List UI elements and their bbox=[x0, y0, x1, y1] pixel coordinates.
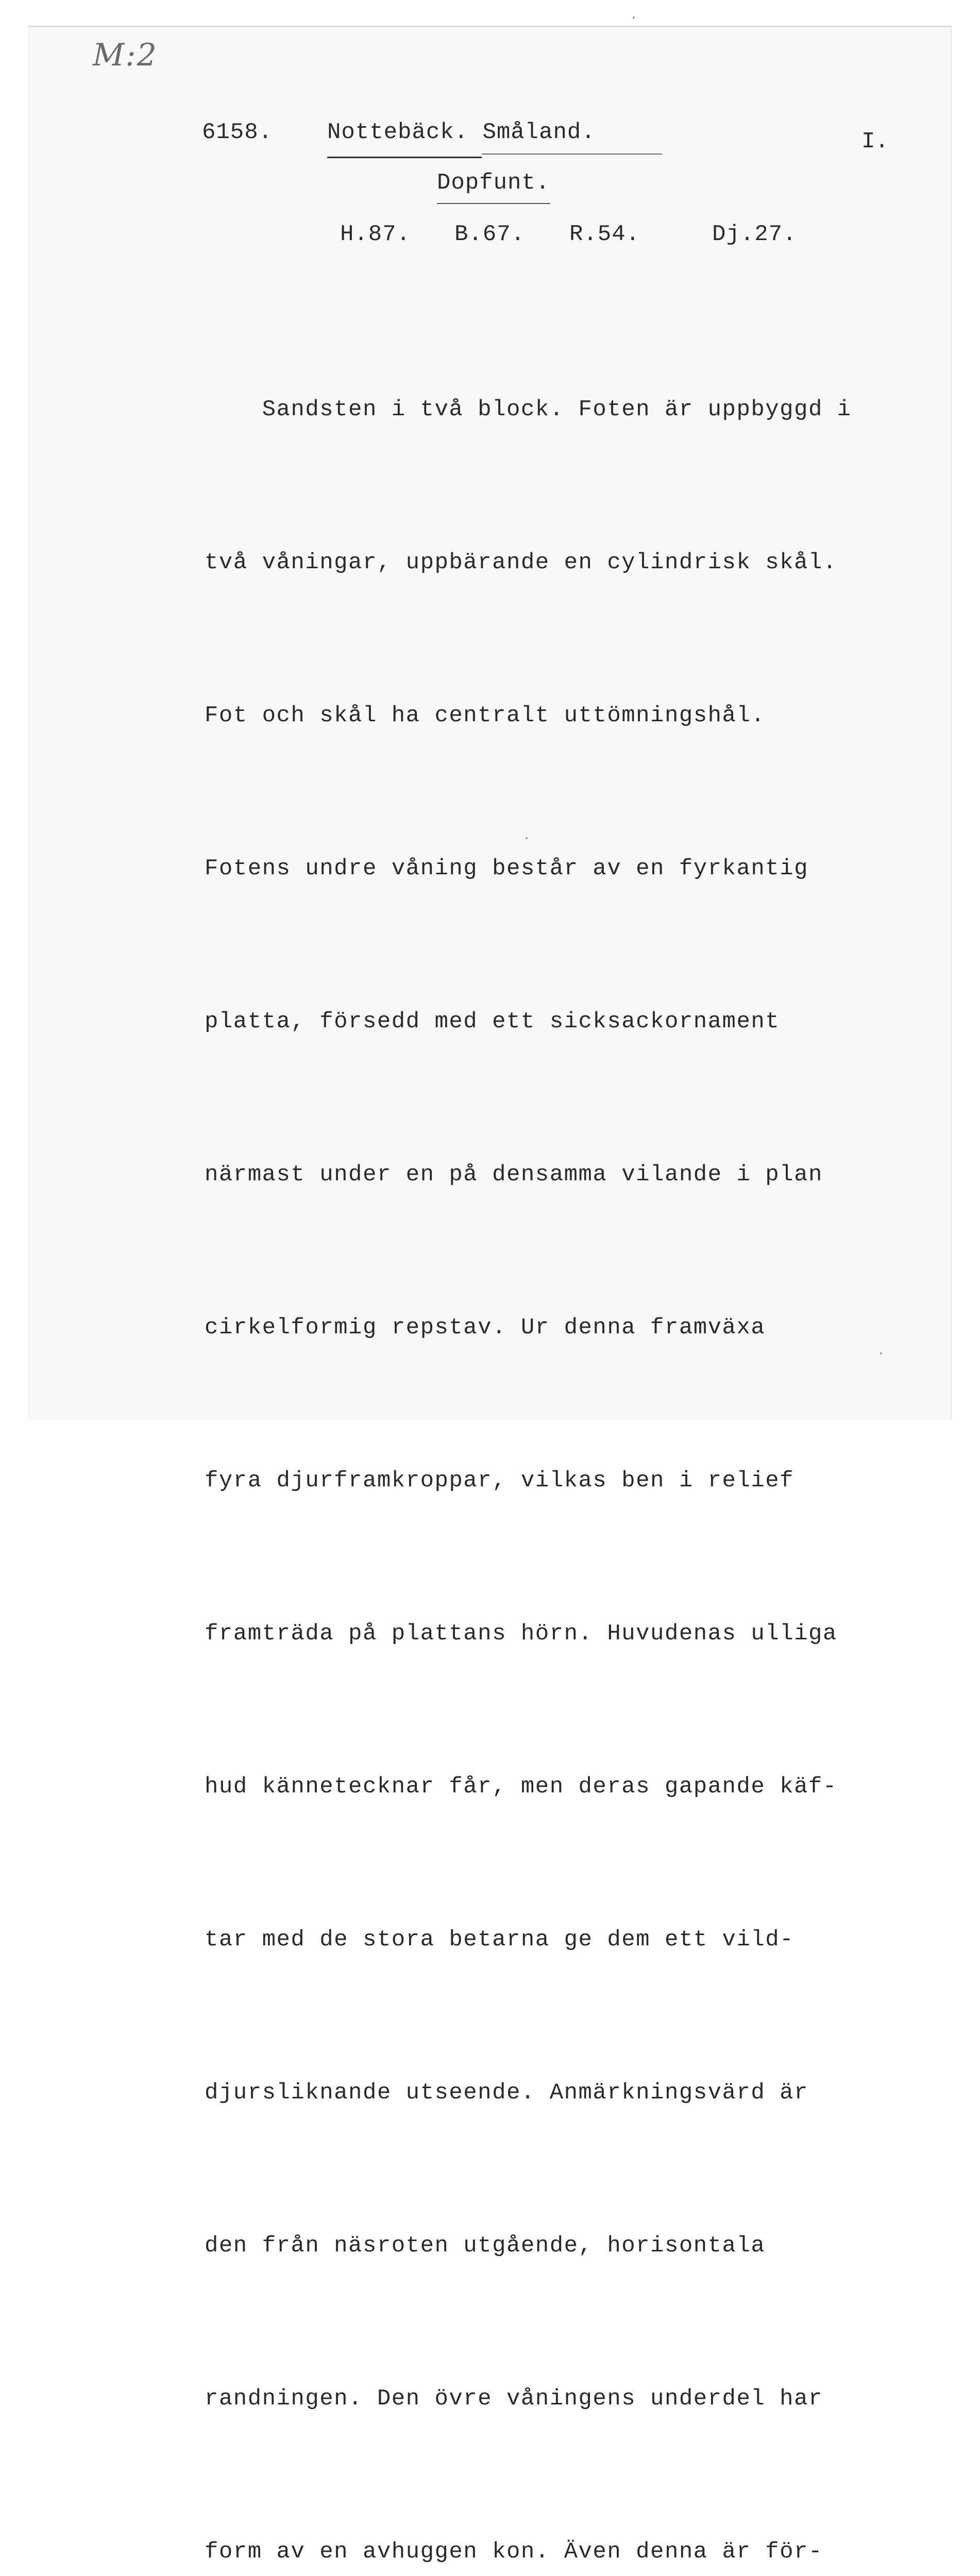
place-heading bbox=[327, 120, 596, 145]
object-title bbox=[437, 170, 550, 196]
text-line: platta, försedd med ett sicksackornament bbox=[205, 1009, 780, 1035]
place-underline bbox=[327, 157, 482, 158]
text-line: tar med de stora betarna ge dem ett vild- bbox=[205, 1927, 795, 1953]
dimension-height: H.87. bbox=[340, 222, 411, 247]
dimension-radius: R.54. bbox=[569, 222, 640, 247]
text-line: närmast under en på densamma vilande i plan bbox=[205, 1162, 823, 1188]
text-line: framträda på plattans hörn. Huvudenas ulliga bbox=[205, 1621, 837, 1647]
text-line: hud kännetecknar får, men deras gapande käf- bbox=[205, 1774, 837, 1800]
place-underline-faint bbox=[482, 154, 662, 155]
text-line: Fotens undre våning består av en fyrkantig bbox=[205, 856, 808, 882]
text-line: cirkelformig repstav. Ur denna framväxa bbox=[205, 1315, 766, 1341]
description-text bbox=[205, 282, 936, 2576]
text-line: djursliknande utseende. Anmärkningsvärd är bbox=[205, 2080, 808, 2106]
handwritten-mark: M:2 bbox=[93, 37, 158, 73]
object-title-underline bbox=[437, 203, 550, 204]
text-line: Sandsten i två block. Foten är uppbyggd i bbox=[205, 397, 852, 422]
place-text: Nottebäck. Småland. bbox=[327, 120, 596, 145]
entry-number: 6158. bbox=[202, 120, 273, 145]
paper-speck bbox=[880, 1352, 882, 1354]
dimension-depth: Dj.27. bbox=[712, 222, 797, 247]
text-line: fyra djurframkroppar, vilkas ben i relief bbox=[205, 1468, 795, 1494]
page-number: I. bbox=[861, 129, 889, 155]
text-line: Fot och skål ha centralt uttömningshål. bbox=[205, 703, 766, 728]
object-title-text: Dopfunt. bbox=[437, 170, 550, 196]
text-line: två våningar, uppbärande en cylindrisk skål. bbox=[205, 550, 837, 575]
paper-speck bbox=[526, 837, 528, 839]
dimension-width: B.67. bbox=[454, 222, 526, 247]
paper-speck bbox=[633, 16, 635, 19]
text-line: den från näsroten utgående, horisontala bbox=[205, 2233, 766, 2259]
text-line: form av en avhuggen kon. Även denna är för- bbox=[205, 2539, 823, 2565]
text-line: randningen. Den övre våningens underdel har bbox=[205, 2386, 823, 2412]
